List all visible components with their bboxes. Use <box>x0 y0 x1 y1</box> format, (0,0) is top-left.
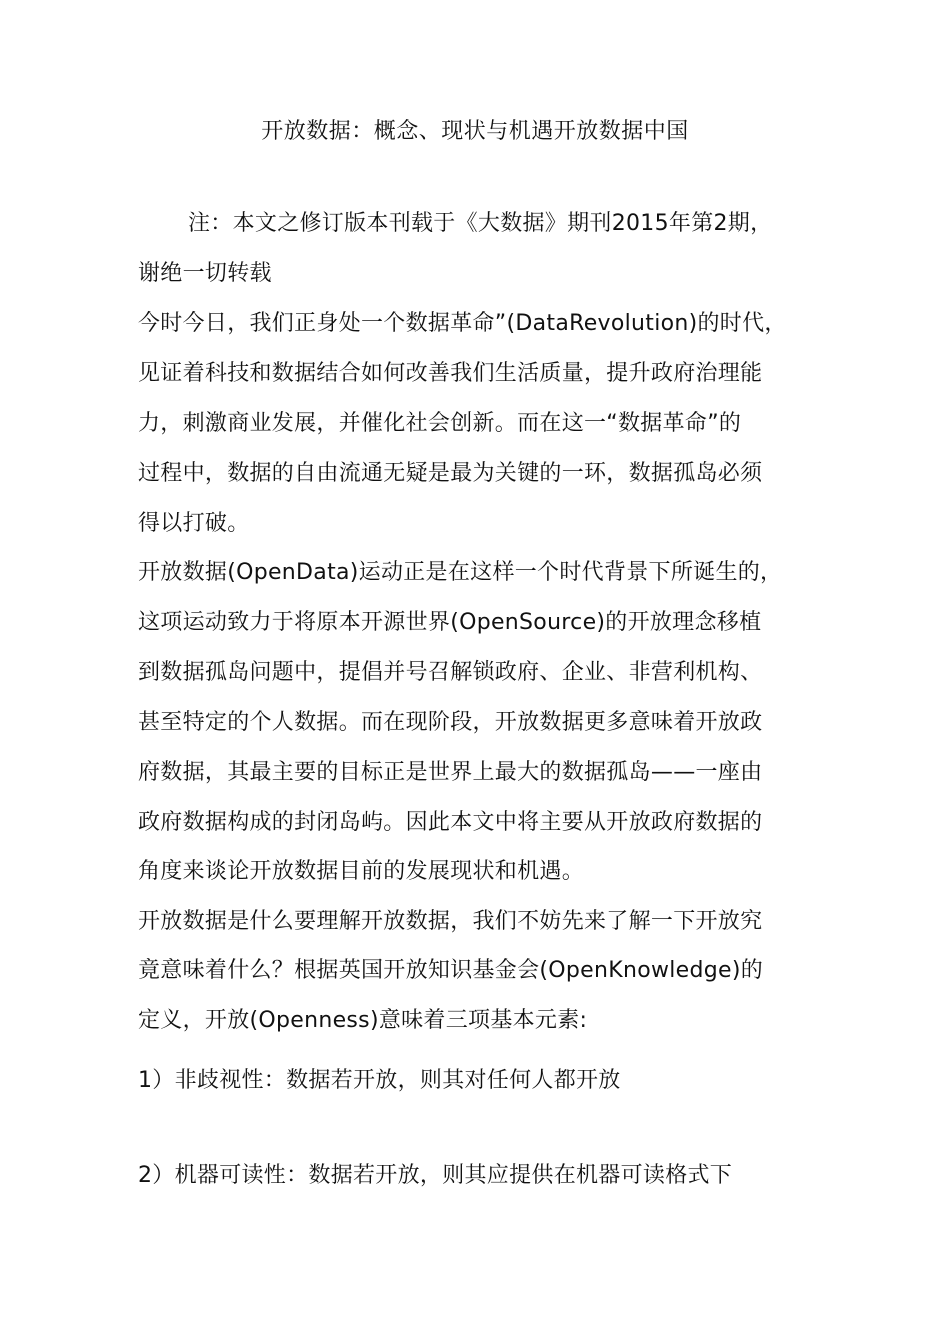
paragraph-line: 甚至特定的个人数据。而在现阶段，开放数据更多意味着开放政 <box>138 710 763 735</box>
paragraph-line: 府数据，其最主要的目标正是世界上最大的数据孤岛——一座由 <box>138 760 763 785</box>
note-line-1: 注：本文之修订版本刊载于《大数据》期刊2015年第2期， <box>188 211 773 236</box>
paragraph-line: 这项运动致力于将原本开源世界(OpenSource)的开放理念移植 <box>138 610 762 635</box>
list-item-1: 1）非歧视性：数据若开放，则其对任何人都开放 <box>138 1068 621 1093</box>
paragraph-line: 开放数据(OpenData)运动正是在这样一个时代背景下所诞生的， <box>138 560 783 585</box>
paragraph-line: 角度来谈论开放数据目前的发展现状和机遇。 <box>138 859 585 884</box>
paragraph-line: 开放数据是什么要理解开放数据，我们不妨先来了解一下开放究 <box>138 909 763 934</box>
paragraph-line: 政府数据构成的封闭岛屿。因此本文中将主要从开放政府数据的 <box>138 810 763 835</box>
paragraph-line: 竟意味着什么？根据英国开放知识基金会(OpenKnowledge)的 <box>138 958 764 983</box>
paragraph-line: 到数据孤岛问题中，提倡并号召解锁政府、企业、非营利机构、 <box>138 660 763 685</box>
paragraph-line: 得以打破。 <box>138 511 250 536</box>
paragraph-line: 过程中，数据的自由流通无疑是最为关键的一环，数据孤岛必须 <box>138 461 763 486</box>
list-item-2: 2）机器可读性：数据若开放，则其应提供在机器可读格式下 <box>138 1163 733 1188</box>
paragraph-line: 见证着科技和数据结合如何改善我们生活质量，提升政府治理能 <box>138 361 763 386</box>
paragraph-line: 今时今日，我们正身处一个数据革命”(DataRevolution)的时代， <box>138 311 787 336</box>
document-title: 开放数据：概念、现状与机遇开放数据中国 <box>261 119 689 144</box>
paragraph-line: 定义，开放(Openness)意味着三项基本元素: <box>138 1008 588 1033</box>
paragraph-line: 力，刺激商业发展，并催化社会创新。而在这一“数据革命”的 <box>138 411 742 436</box>
note-line-2: 谢绝一切转载 <box>138 261 272 286</box>
